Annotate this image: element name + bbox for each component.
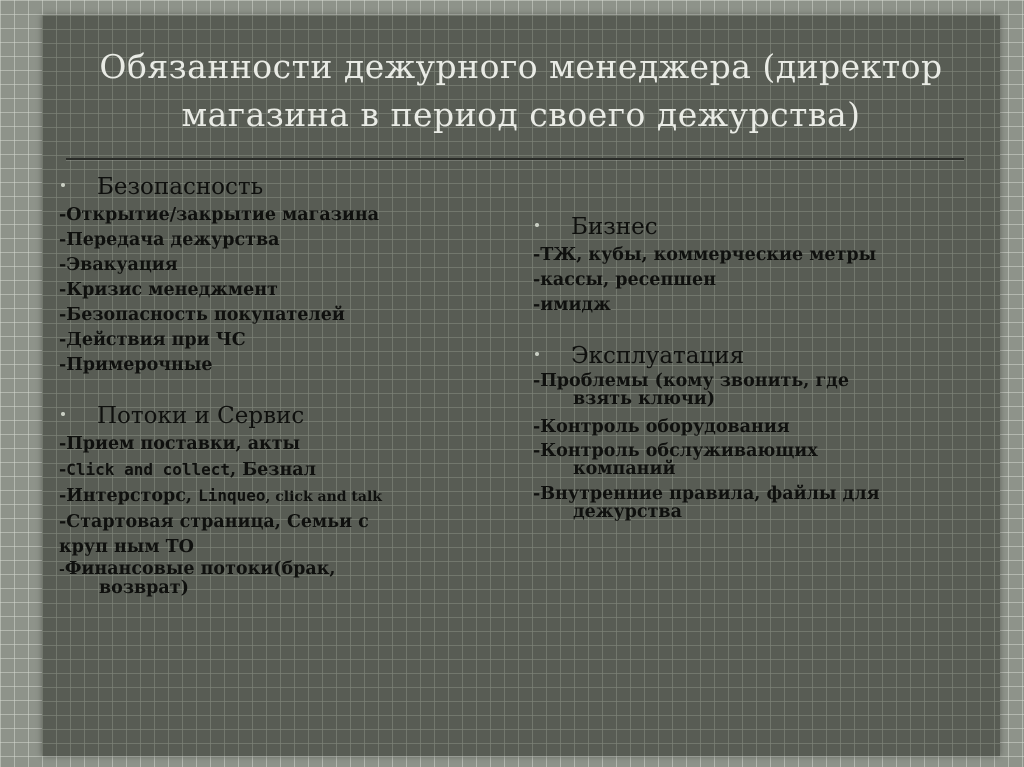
list-item: -Внутренние правила, файлы для дежурства [533,484,880,522]
list-item: круп ным ТО [59,537,194,557]
slide-title [52,43,990,139]
list-item: -Примерочные [59,355,213,375]
section-heading-security: Безопасность [59,171,499,203]
section-heading-business: Бизнес [533,211,973,243]
list-item: -Безопасность покупателей [59,305,345,325]
code-term: Click and collect [66,460,231,479]
slide-title-line-2: магазина в период своего дежурства) [181,95,861,134]
bullet-dot-icon [61,183,65,187]
bullet-dot-icon [535,223,539,227]
section-heading-operations: Эксплуатация [533,340,973,372]
list-item: -Контроль оборудования [533,417,790,437]
list-item: -Click and collect, Безнал [59,460,316,480]
list-item: -Прием поставки, акты [59,434,301,454]
bullet-dot-icon [535,352,539,356]
list-item: -Эвакуация [59,255,178,275]
left-column [59,171,499,604]
list-item: -Стартовая страница, Семьи с [59,512,369,532]
section-spacer [59,378,499,400]
list-item: -Финансовые потоки(брак, возврат) [59,559,336,598]
list-item: -кассы, ресепшен [533,270,716,290]
list-item: -Проблемы (кому звонить, где взять ключи) [533,371,849,409]
list-item: -Передача дежурства [59,230,280,250]
right-column [533,211,973,528]
section-heading-flows-service: Потоки и Сервис [59,400,499,432]
list-item: -Интерсторс, Linqueo, click and talk [59,486,382,506]
slide [42,15,1000,756]
title-divider [66,158,964,160]
list-item: -ТЖ, кубы, коммерческие метры [533,245,877,265]
list-item: -Кризис менеджмент [59,280,278,300]
slide-title-line-1: Обязанности дежурного менеджера (директор [99,47,943,86]
code-term: Linqueo [198,486,266,505]
list-item: -Открытие/закрытие магазина [59,205,379,225]
list-item: -Действия при ЧС [59,330,246,350]
list-item: -Контроль обслуживающих компаний [533,441,818,479]
bullet-dot-icon [61,412,65,416]
list-item: -имидж [533,295,611,315]
section-spacer [533,318,973,340]
